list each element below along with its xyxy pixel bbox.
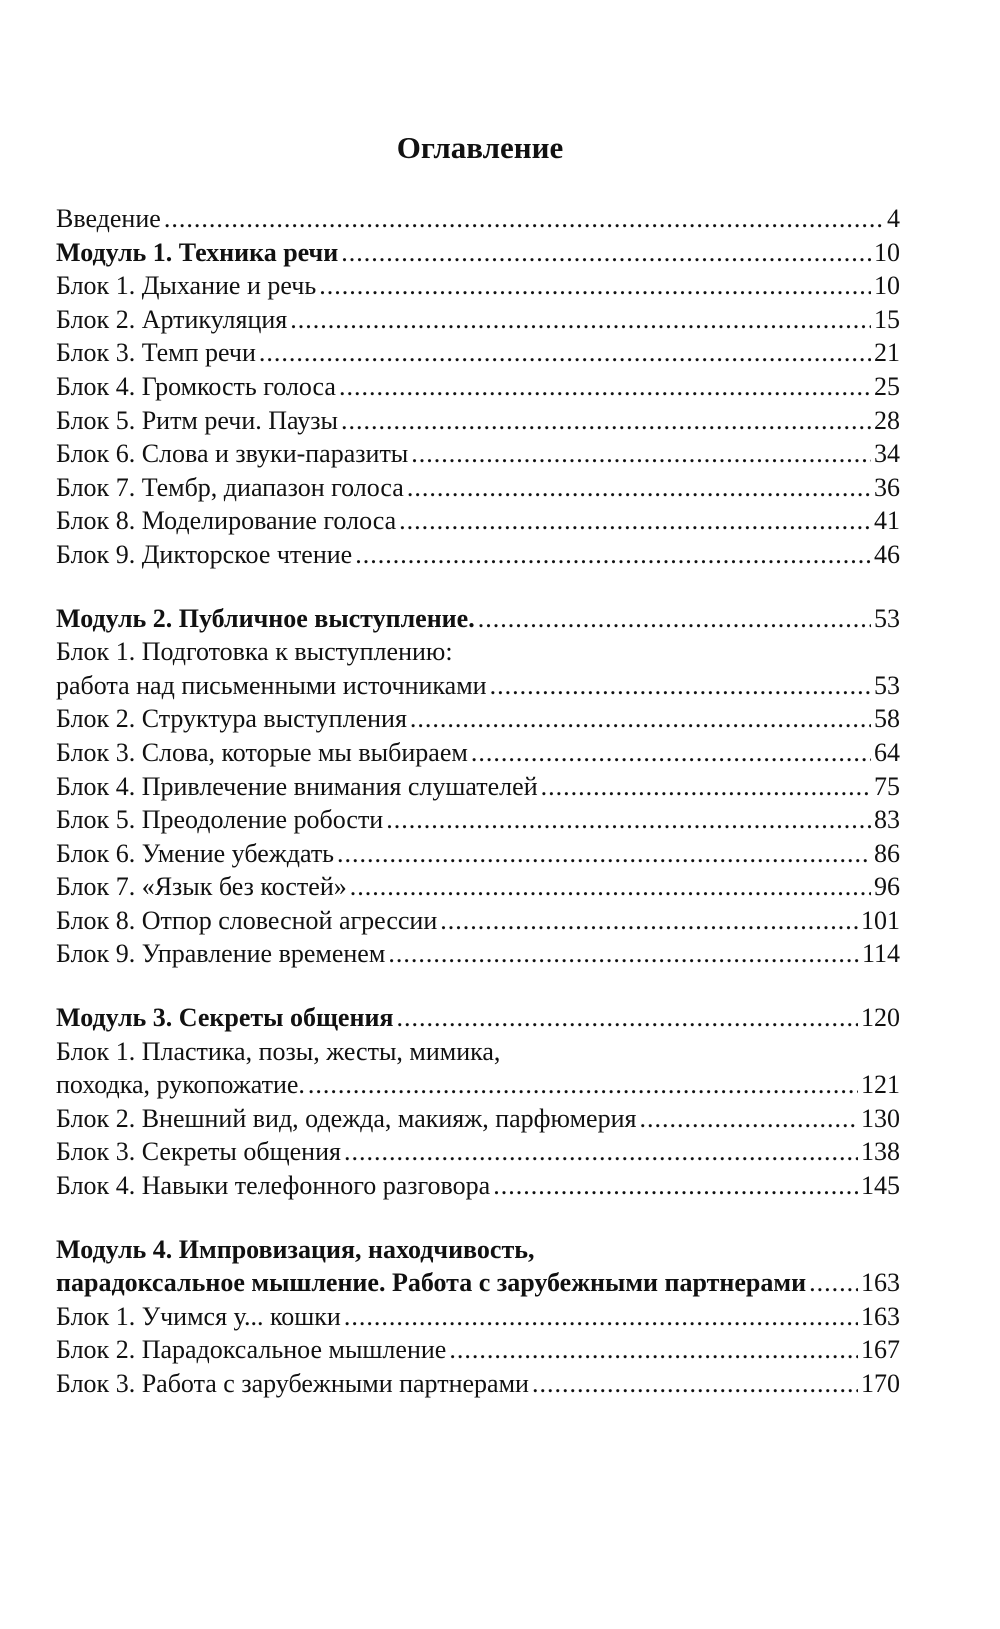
toc-entry[interactable]	[56, 635, 900, 669]
toc-page-number: 138	[861, 1137, 900, 1167]
toc-page-number: 130	[861, 1103, 900, 1133]
dot-leader	[386, 803, 871, 837]
toc-page-number: 53	[874, 603, 900, 633]
toc-entry-label: Блок 1. Пластика, позы, жесты, мимика,	[56, 1036, 501, 1066]
toc-entry-label: парадоксальное мышление. Работа с зарубежными партнерами	[56, 1268, 807, 1298]
toc-page-number: 145	[861, 1171, 900, 1201]
toc-module-heading[interactable]	[56, 1001, 900, 1035]
toc-page-number: 10	[874, 271, 900, 301]
dot-leader	[397, 1001, 859, 1035]
toc-entry-label: Блок 5. Ритм речи. Паузы	[56, 405, 339, 435]
dot-leader	[344, 1300, 858, 1334]
toc-entry[interactable]	[56, 1367, 900, 1401]
toc-entry-label: Блок 6. Умение убеждать	[56, 838, 335, 868]
toc-page-number: 101	[861, 905, 900, 935]
toc-entry-label: Блок 1. Подготовка к выступлению:	[56, 637, 453, 667]
dot-leader	[290, 303, 871, 337]
dot-leader	[411, 437, 871, 471]
dot-leader	[341, 404, 871, 438]
toc-entry-label: Введение	[56, 204, 161, 233]
dot-leader	[809, 1266, 858, 1300]
toc-page-number: 163	[861, 1301, 900, 1331]
toc-entry[interactable]	[56, 1300, 900, 1334]
toc-page-number: 96	[874, 872, 900, 902]
toc-page-number: 75	[874, 771, 900, 801]
toc-entry[interactable]	[56, 471, 900, 505]
toc-entry[interactable]	[56, 269, 900, 303]
toc-page-number: 120	[861, 1003, 900, 1033]
toc-page-number: 83	[874, 805, 900, 835]
toc-page-number: 46	[874, 539, 900, 569]
dot-leader	[493, 1169, 858, 1203]
table-of-contents	[56, 202, 900, 1401]
toc-entry[interactable]	[56, 370, 900, 404]
toc-page-number: 4	[887, 204, 900, 233]
toc-page-number: 64	[874, 737, 900, 767]
dot-leader	[532, 1367, 858, 1401]
toc-page-number: 10	[874, 237, 900, 267]
toc-entry-label: Блок 3. Секреты общения	[56, 1137, 341, 1167]
dot-leader	[478, 602, 871, 636]
toc-entry-label: Блок 1. Учимся у... кошки	[56, 1301, 341, 1331]
toc-page-number: 114	[861, 939, 900, 969]
toc-entry-label: Блок 9. Управление временем	[56, 939, 386, 969]
toc-entry[interactable]	[56, 837, 900, 871]
toc-entry[interactable]	[56, 770, 900, 804]
toc-entry-label: Модуль 2. Публичное выступление.	[56, 603, 475, 633]
toc-entry-label: Блок 1. Дыхание и речь	[56, 271, 317, 301]
toc-entry[interactable]	[56, 437, 900, 471]
dot-leader	[341, 236, 871, 270]
dot-leader	[407, 471, 871, 505]
toc-entry-label: Блок 6. Слова и звуки-паразиты	[56, 439, 409, 469]
toc-page-number: 170	[861, 1369, 900, 1398]
dot-leader	[388, 937, 859, 971]
dot-leader	[259, 336, 871, 370]
toc-entry-label: Блок 2. Парадоксальное мышление	[56, 1335, 447, 1365]
toc-page-number: 58	[874, 704, 900, 734]
toc-entry-label: Блок 9. Дикторское чтение	[56, 539, 353, 569]
dot-leader	[490, 669, 871, 703]
toc-entry-label: Блок 3. Работа с зарубежными партнерами	[56, 1369, 529, 1398]
dot-leader	[339, 370, 871, 404]
toc-entry-label: Блок 8. Моделирование голоса	[56, 506, 397, 536]
toc-page-number: 36	[874, 472, 900, 502]
toc-entry[interactable]	[56, 1169, 900, 1203]
toc-entry-label: Модуль 4. Импровизация, находчивость,	[56, 1234, 535, 1264]
toc-entry[interactable]	[56, 702, 900, 736]
section-gap	[56, 1203, 900, 1233]
toc-page-number: 53	[874, 670, 900, 700]
toc-entry-label: Блок 7. «Язык без костей»	[56, 872, 347, 902]
toc-section	[56, 202, 900, 572]
dot-leader	[350, 870, 871, 904]
toc-entry[interactable]	[56, 202, 900, 236]
toc-entry-label: Блок 3. Темп речи	[56, 338, 256, 368]
section-gap	[56, 572, 900, 602]
toc-entry[interactable]	[56, 736, 900, 770]
toc-entry[interactable]	[56, 803, 900, 837]
toc-module-heading[interactable]	[56, 1233, 900, 1267]
toc-section	[56, 1233, 900, 1401]
toc-module-heading[interactable]	[56, 1266, 900, 1300]
toc-entry-label: Блок 4. Громкость голоса	[56, 371, 336, 401]
toc-entry-label: Блок 5. Преодоление робости	[56, 805, 384, 835]
dot-leader	[541, 770, 871, 804]
dot-leader	[471, 736, 871, 770]
dot-leader	[308, 1068, 858, 1102]
toc-page-number: 34	[874, 439, 900, 469]
toc-entry[interactable]	[56, 904, 900, 938]
toc-page-number: 25	[874, 371, 900, 401]
toc-entry-label: Модуль 1. Техника речи	[56, 237, 339, 267]
toc-entry[interactable]	[56, 336, 900, 370]
section-gap	[56, 971, 900, 1001]
toc-entry[interactable]	[56, 538, 900, 572]
toc-entry-label: работа над письменными источниками	[56, 670, 487, 700]
toc-entry[interactable]	[56, 669, 900, 703]
toc-entry-label: Блок 7. Тембр, диапазон голоса	[56, 472, 404, 502]
toc-entry-label: походка, рукопожатие.	[56, 1070, 305, 1100]
toc-page-number: 167	[861, 1335, 900, 1365]
toc-entry-label: Блок 2. Артикуляция	[56, 304, 288, 334]
toc-entry[interactable]	[56, 1068, 900, 1102]
toc-entry[interactable]	[56, 937, 900, 971]
toc-entry-label: Блок 2. Внешний вид, одежда, макияж, парфюмерия	[56, 1103, 637, 1133]
toc-module-heading[interactable]	[56, 602, 900, 636]
toc-page-number: 28	[874, 405, 900, 435]
toc-page-number: 15	[874, 304, 900, 334]
toc-entry[interactable]	[56, 1102, 900, 1136]
toc-page-number: 121	[861, 1070, 900, 1100]
toc-entry[interactable]	[56, 1135, 900, 1169]
toc-entry-label: Модуль 3. Секреты общения	[56, 1003, 394, 1033]
dot-leader	[440, 904, 858, 938]
toc-entry[interactable]	[56, 1035, 900, 1069]
dot-leader	[164, 202, 884, 236]
toc-module-heading[interactable]	[56, 236, 900, 270]
dot-leader	[355, 538, 871, 572]
dot-leader	[319, 269, 871, 303]
dot-leader	[639, 1102, 858, 1136]
toc-entry[interactable]	[56, 404, 900, 438]
toc-page-number: 21	[874, 338, 900, 368]
dot-leader	[344, 1135, 858, 1169]
toc-entry-label: Блок 4. Привлечение внимания слушателей	[56, 771, 538, 801]
dot-leader	[410, 702, 871, 736]
toc-entry-label: Блок 8. Отпор словесной агрессии	[56, 905, 438, 935]
toc-section	[56, 602, 900, 972]
toc-entry-label: Блок 3. Слова, которые мы выбираем	[56, 737, 468, 767]
toc-entry[interactable]	[56, 870, 900, 904]
toc-entry[interactable]	[56, 1333, 900, 1367]
toc-section	[56, 1001, 900, 1203]
toc-entry-label: Блок 2. Структура выступления	[56, 704, 407, 734]
dot-leader	[399, 504, 871, 538]
toc-entry[interactable]	[56, 504, 900, 538]
dot-leader	[449, 1333, 858, 1367]
toc-entry[interactable]	[56, 303, 900, 337]
toc-page-number: 163	[861, 1268, 900, 1298]
dot-leader	[337, 837, 871, 871]
toc-entry-label: Блок 4. Навыки телефонного разговора	[56, 1171, 491, 1201]
page-title: Оглавление	[396, 130, 564, 165]
toc-page-number: 86	[874, 838, 900, 868]
toc-page-number: 41	[874, 506, 900, 536]
